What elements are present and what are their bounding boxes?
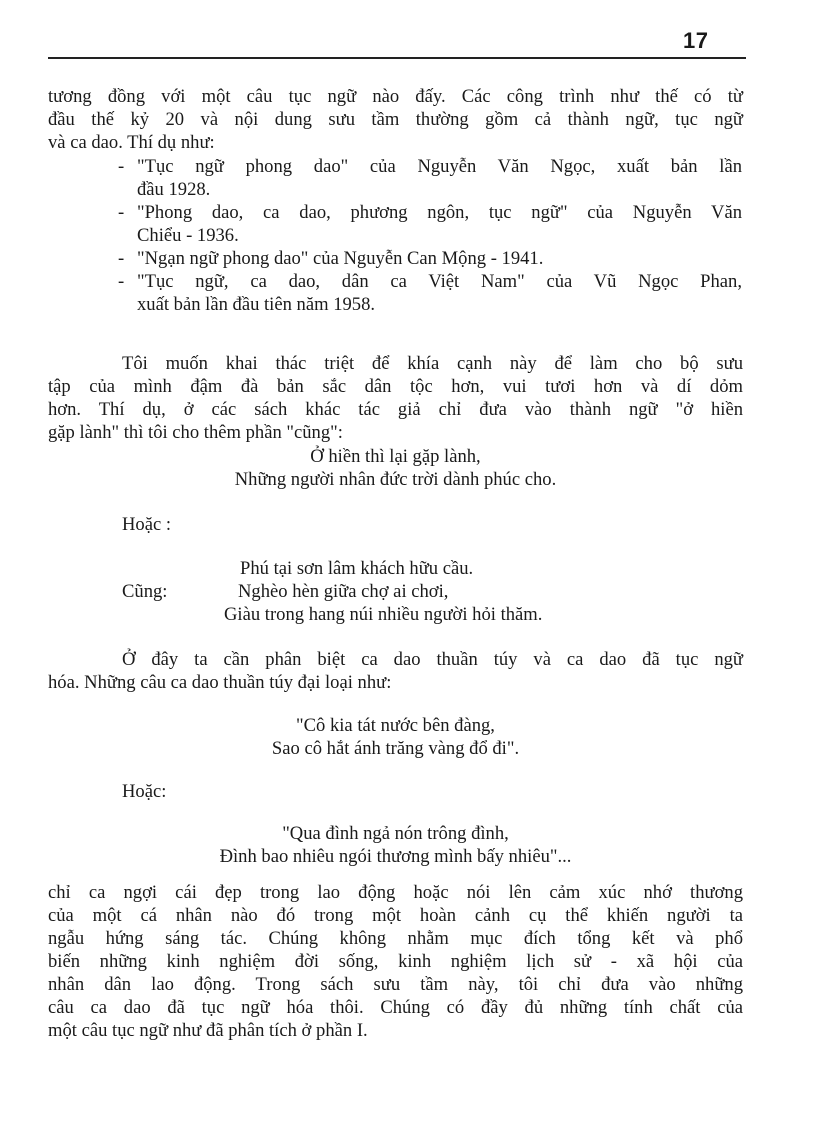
cung-label: Cũng: xyxy=(122,581,168,602)
para1-line-1: tương đồng với một câu tục ngữ nào đấy. Các công trình như thế có từ xyxy=(48,86,743,107)
para4-line-4: biến những kinh nghiệm đời sống, kinh nghiệm lịch sử - xã hội của xyxy=(48,951,743,972)
publication-list xyxy=(118,155,742,316)
list-item-line: "Ngạn ngữ phong dao" của Nguyễn Can Mộng - 1941. xyxy=(137,248,544,269)
poem3-line-1: "Qua đình ngả nón trông đình, xyxy=(282,823,509,844)
para3-line-1: Ở đây ta cần phân biệt ca dao thuần túy và ca dao đã tục ngữ xyxy=(122,649,743,670)
poem2-line-1: "Cô kia tát nước bên đàng, xyxy=(296,715,495,736)
list-item-line: "Phong dao, ca dao, phương ngôn, tục ngữ" của Nguyễn Văn xyxy=(137,202,742,223)
header-rule xyxy=(48,57,746,59)
list-item xyxy=(118,155,742,201)
list-dash: - xyxy=(118,271,125,292)
list-dash: - xyxy=(118,202,125,223)
para4-line-7: một câu tục ngữ như đã phân tích ở phần I. xyxy=(48,1020,368,1041)
verse-c: Giàu trong hang núi nhiều người hỏi thăm. xyxy=(224,604,543,625)
para2-line-4: gặp lành" thì tôi cho thêm phần "cũng": xyxy=(48,422,343,443)
para4-line-5: nhân dân lao động. Trong sách sưu tầm này, tôi chỉ đưa vào những xyxy=(48,974,743,995)
list-item-line: "Tục ngữ, ca dao, dân ca Việt Nam" của Vũ Ngọc Phan, xyxy=(137,271,742,292)
page-number: 17 xyxy=(683,28,709,53)
list-item-line: đầu 1928. xyxy=(137,179,211,200)
list-item-line: xuất bản lần đầu tiên năm 1958. xyxy=(137,294,376,315)
poem3-line-2: Đình bao nhiêu ngói thương mình bấy nhiêu"... xyxy=(219,846,572,867)
hoac-label-1: Hoặc : xyxy=(122,514,172,535)
para4-line-2: của một cá nhân nào đó trong một hoàn cảnh cụ thể khiến người ta xyxy=(48,905,743,926)
poem1-line-1: Ở hiền thì lại gặp lành, xyxy=(310,446,481,467)
hoac-label-2: Hoặc: xyxy=(122,781,167,802)
poem1-line-2: Những người nhân đức trời dành phúc cho. xyxy=(234,469,557,490)
para2-line-1: Tôi muốn khai thác triệt để khía cạnh này để làm cho bộ sưu xyxy=(122,353,743,374)
list-item-line: Chiểu - 1936. xyxy=(137,225,239,246)
para2-line-2: tập của mình đậm đà bản sắc dân tộc hơn, vui tươi hơn và dí dỏm xyxy=(48,376,743,397)
list-item-line: "Tục ngữ phong dao" của Nguyễn Văn Ngọc, xuất bản lần xyxy=(137,156,742,177)
verse-a: Phú tại sơn lâm khách hữu cầu. xyxy=(240,558,474,579)
para4-line-6: câu ca dao đã tục ngữ hóa thôi. Chúng có đầy đủ những tính chất của xyxy=(48,997,743,1018)
list-dash: - xyxy=(118,156,125,177)
para3-line-2: hóa. Những câu ca dao thuần túy đại loại như: xyxy=(48,672,392,693)
list-item xyxy=(118,247,742,270)
list-dash: - xyxy=(118,248,125,269)
para1-line-2: đầu thế kỷ 20 và nội dung sưu tầm thường gồm cả thành ngữ, tục ngữ xyxy=(48,109,743,130)
poem2-line-2: Sao cô hắt ánh trăng vàng đổ đi". xyxy=(271,738,520,759)
verse-b: Nghèo hèn giữa chợ ai chơi, xyxy=(238,581,449,602)
para4-line-3: ngẫu hứng sáng tác. Chúng không nhằm mục đích tổng kết và phổ xyxy=(48,928,743,949)
para1-line-3: và ca dao. Thí dụ như: xyxy=(48,132,215,153)
para4-line-1: chỉ ca ngợi cái đẹp trong lao động hoặc nói lên cảm xúc nhớ thương xyxy=(48,882,743,903)
list-item xyxy=(118,270,742,316)
list-item xyxy=(118,201,742,247)
para2-line-3: hơn. Thí dụ, ở các sách khác tác giả chỉ đưa vào thành ngữ "ở hiền xyxy=(48,399,743,420)
